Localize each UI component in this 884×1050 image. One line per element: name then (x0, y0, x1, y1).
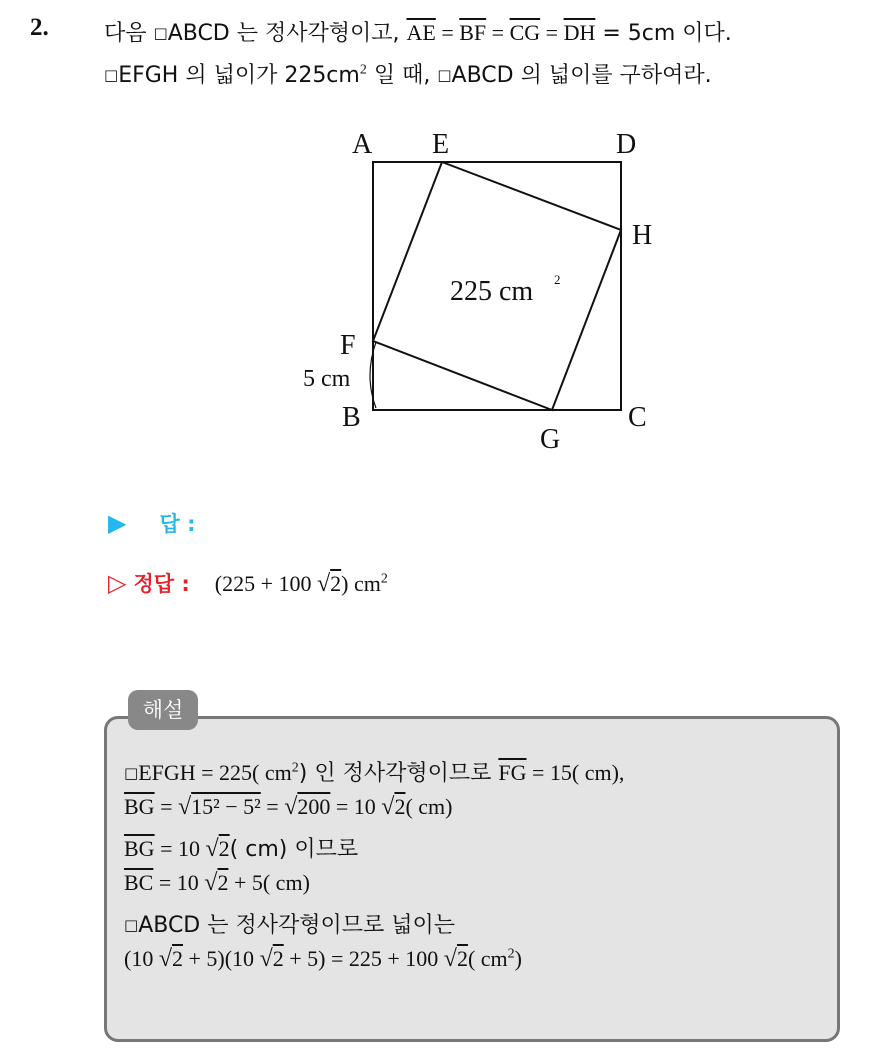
label-d: D (616, 129, 637, 160)
label-a: A (352, 129, 373, 160)
solution-line-6: (10 √2 + 5)(10 √2 + 5) = 225 + 100 √2( $cm^2$) (124, 946, 522, 972)
segment-bf: $\overline{BF}$ (459, 20, 487, 45)
question-number: 2. (30, 14, 49, 41)
answer-label: 답 : (159, 512, 196, 536)
geometry-figure (290, 120, 690, 460)
correct-label: 정답 : (133, 572, 190, 596)
solution-line-2: $\overline{BG} = √15^2 - 5^2 = √200 = 10$ √2( cm) (124, 794, 453, 820)
square-symbol: □ (124, 916, 139, 934)
segment-cg: $\overline{CG}$ (509, 20, 541, 45)
correct-marker-icon: ▷ (108, 569, 127, 597)
answer-row (108, 508, 195, 538)
square-symbol: □ (124, 764, 139, 782)
solution-line-4: $\overline{BC} = 10$ √2 + 5( cm) (124, 870, 310, 896)
segment-dh: $\overline{DH}$ (563, 20, 596, 45)
label-c: C (628, 402, 647, 433)
correct-value: (225 + 100 √2) $cm^2$ (214, 571, 388, 597)
side-label: 5 cm (303, 366, 351, 392)
square-symbol: □ (153, 24, 168, 42)
label-e: E (432, 129, 450, 160)
label-f: F (340, 330, 356, 361)
label-g: G (540, 424, 561, 455)
correct-answer-row (108, 568, 388, 598)
solution-line-3: $\overline{BG} = 10$ √2( cm) 이므로 (124, 836, 359, 862)
label-b: B (342, 402, 361, 433)
square-symbol: □ (437, 66, 452, 84)
question-line-2: □EFGH 의 넓이가 $225cm^2$ 일 때, □ABCD 의 넓이를 구하여라. (104, 62, 712, 88)
label-h: H (632, 220, 653, 251)
area-label: 225 cm (450, 276, 534, 307)
solution-tab: 해설 (128, 690, 198, 730)
square-symbol: □ (104, 66, 119, 84)
answer-marker-icon: ▶ (108, 509, 127, 537)
area-exponent: 2 (554, 272, 561, 287)
segment-ae: $\overline{AE}$ (406, 20, 436, 45)
question-line-1: 다음 □ABCD 는 정사각형이고, $\overline{AE} = \overline{BF} = \overline{CG} = \overline{DH} = 5cm$ 이다. (104, 20, 732, 46)
solution-line-1: □EFGH = 225( $cm^2$) 인 정사각형이므로 $\overline{FG} = 15$( cm), (124, 760, 625, 786)
solution-line-5: □ABCD 는 정사각형이므로 넓이는 (124, 913, 455, 938)
